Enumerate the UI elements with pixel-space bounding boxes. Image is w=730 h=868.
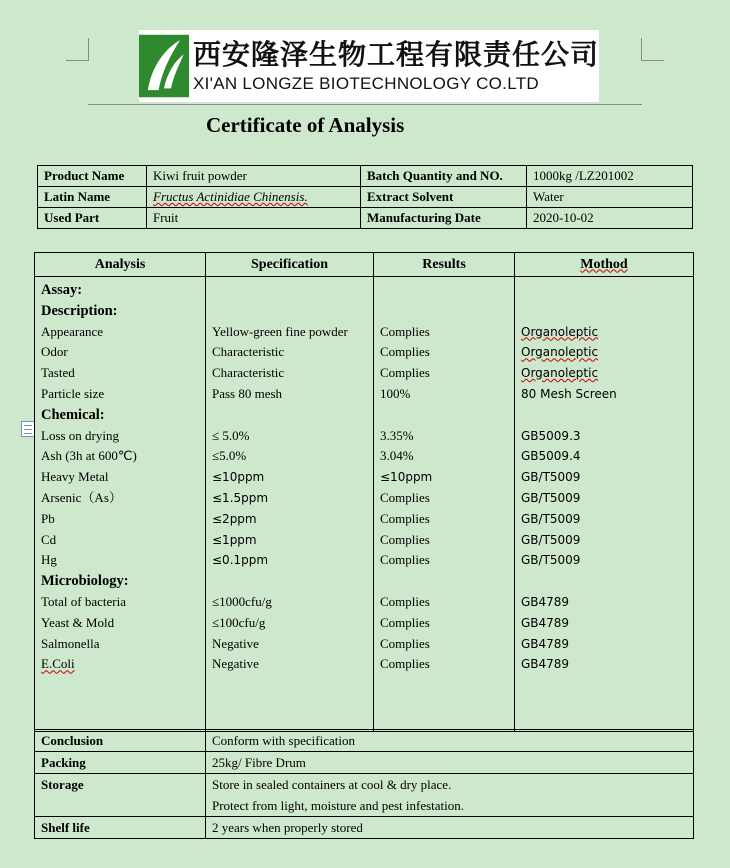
- cell-text: GB4789: [521, 615, 570, 630]
- analysis-cell: [212, 592, 367, 613]
- cell-text: ≤100cfu/g: [212, 614, 266, 630]
- analysis-cell: [521, 550, 687, 571]
- cell-text: Appearance: [41, 323, 104, 339]
- analysis-cell: [380, 509, 508, 530]
- analysis-cell: [380, 301, 508, 322]
- cell-text: Complies: [380, 323, 430, 339]
- analysis-cell: [212, 467, 367, 488]
- specification-column: [206, 277, 374, 732]
- product-info-table: [37, 165, 693, 229]
- analysis-cell: [521, 426, 687, 447]
- cell-text: Complies: [380, 489, 430, 505]
- analysis-cell: [212, 405, 367, 426]
- analysis-cell: [41, 592, 199, 613]
- company-name-cn: 西安隆泽生物工程有限责任公司: [192, 38, 599, 71]
- analysis-cell: [380, 384, 508, 405]
- analysis-cell: [41, 342, 199, 363]
- cell-text: GB5009.3: [521, 428, 581, 443]
- analysis-cell: [212, 613, 367, 634]
- section-heading: [41, 571, 199, 592]
- cell-text: Hg: [41, 552, 57, 568]
- cell-text: Odor: [41, 344, 68, 360]
- cell-text: Complies: [380, 552, 430, 568]
- cell-text: E.Coli: [41, 656, 75, 672]
- cell-text: Complies: [380, 344, 430, 360]
- cell-text: Complies: [380, 365, 430, 381]
- cell-text: Tasted: [41, 365, 75, 381]
- summary-table: [34, 729, 694, 839]
- analysis-cell: [521, 654, 687, 675]
- manufacturing-date-value: 2020-10-02: [527, 208, 693, 229]
- company-name-en: XI'AN LONGZE BIOTECHNOLOGY CO.LTD: [192, 74, 539, 93]
- latin-name-label: Latin Name: [38, 187, 147, 208]
- analysis-cell: [380, 280, 508, 301]
- analysis-cell: [521, 363, 687, 384]
- cell-text: ≤1.5ppm: [212, 490, 269, 505]
- analysis-cell: [212, 550, 367, 571]
- analysis-cell: [212, 322, 367, 343]
- analysis-cell: [41, 467, 199, 488]
- analysis-table: [34, 252, 694, 732]
- analysis-cell: [41, 654, 199, 675]
- cell-text: Characteristic: [212, 365, 285, 381]
- header-results: Results: [374, 253, 515, 277]
- analysis-cell: [380, 571, 508, 592]
- cell-text: Organoleptic: [521, 324, 599, 339]
- cell-text: Complies: [380, 656, 430, 672]
- cell-text: GB5009.4: [521, 449, 581, 464]
- cell-text: ≤5.0%: [212, 448, 247, 464]
- analysis-cell: [41, 488, 199, 509]
- results-column: [374, 277, 515, 732]
- page-corner-mark-right: [641, 38, 664, 61]
- analysis-cell: [212, 342, 367, 363]
- cell-text: Total of bacteria: [41, 593, 126, 609]
- cell-text: 100%: [380, 385, 411, 401]
- analysis-cell: [380, 613, 508, 634]
- analysis-cell: [521, 530, 687, 551]
- document-note-icon[interactable]: [21, 421, 35, 437]
- leaf-logo-icon: [139, 31, 189, 101]
- cell-text: GB/T5009: [521, 532, 581, 547]
- header-method: Mothod: [580, 256, 628, 272]
- analysis-cell: [212, 571, 367, 592]
- cell-text: Complies: [380, 635, 430, 651]
- packing-label: Packing: [35, 752, 206, 774]
- analysis-cell: [380, 592, 508, 613]
- analysis-cell: [521, 634, 687, 655]
- analysis-cell: [380, 322, 508, 343]
- cell-text: Pb: [41, 510, 55, 526]
- cell-text: Ash (3h at 600℃): [41, 448, 137, 464]
- analysis-cell: [41, 530, 199, 551]
- analysis-cell: [41, 509, 199, 530]
- cell-text: Organoleptic: [521, 345, 599, 360]
- cell-text: Cd: [41, 531, 57, 547]
- header-analysis: Analysis: [35, 253, 206, 277]
- cell-text: ≤ 5.0%: [212, 427, 250, 443]
- analysis-cell: [521, 342, 687, 363]
- cell-text: Loss on drying: [41, 427, 119, 443]
- analysis-cell: [521, 488, 687, 509]
- shelf-life-label: Shelf life: [35, 817, 206, 839]
- cell-text: ≤10ppm: [212, 470, 265, 485]
- cell-text: GB/T5009: [521, 490, 581, 505]
- analysis-cell: [212, 634, 367, 655]
- analysis-cell: [41, 363, 199, 384]
- analysis-cell: [41, 613, 199, 634]
- section-heading: [41, 280, 199, 301]
- cell-text: Chemical:: [41, 406, 105, 423]
- cell-text: ≤10ppm: [380, 470, 433, 485]
- analysis-cell: [521, 446, 687, 467]
- extract-solvent-value: Water: [527, 187, 693, 208]
- cell-text: Complies: [380, 593, 430, 609]
- cell-text: Microbiology:: [41, 573, 129, 590]
- analysis-cell: [380, 446, 508, 467]
- cell-text: Complies: [380, 531, 430, 547]
- document-title: Certificate of Analysis: [206, 113, 405, 137]
- section-heading: [41, 301, 199, 322]
- analysis-cell: [380, 488, 508, 509]
- analysis-cell: [380, 363, 508, 384]
- extract-solvent-label: Extract Solvent: [361, 187, 527, 208]
- cell-text: GB/T5009: [521, 470, 581, 485]
- analysis-cell: [521, 405, 687, 426]
- analysis-cell: [380, 426, 508, 447]
- storage-value-line-2: Protect from light, moisture and pest infestation.: [212, 798, 465, 813]
- analysis-column: [35, 277, 206, 732]
- conclusion-label: Conclusion: [35, 730, 206, 752]
- header-rule: [88, 104, 642, 105]
- analysis-cell: [212, 509, 367, 530]
- analysis-cell: [380, 467, 508, 488]
- cell-text: Salmonella: [41, 635, 100, 651]
- analysis-cell: [41, 634, 199, 655]
- analysis-cell: [212, 488, 367, 509]
- analysis-cell: [380, 530, 508, 551]
- analysis-cell: [521, 613, 687, 634]
- analysis-cell: [521, 280, 687, 301]
- company-logo: [139, 30, 599, 102]
- batch-label: Batch Quantity and NO.: [361, 166, 527, 187]
- analysis-cell: [521, 467, 687, 488]
- cell-text: Organoleptic: [521, 366, 599, 381]
- product-name-value: Kiwi fruit powder: [147, 166, 361, 187]
- analysis-cell: [380, 634, 508, 655]
- cell-text: ≤2ppm: [212, 511, 257, 526]
- product-name-label: Product Name: [38, 166, 147, 187]
- packing-value: 25kg/ Fibre Drum: [206, 752, 694, 774]
- analysis-cell: [380, 342, 508, 363]
- used-part-label: Used Part: [38, 208, 147, 229]
- analysis-cell: [41, 322, 199, 343]
- storage-value-line-1: Store in sealed containers at cool & dry place.: [212, 777, 452, 792]
- page-corner-mark-left: [66, 38, 89, 61]
- method-column: [515, 277, 694, 732]
- cell-text: Description:: [41, 302, 118, 319]
- analysis-cell: [41, 446, 199, 467]
- analysis-cell: [380, 405, 508, 426]
- cell-text: GB4789: [521, 594, 570, 609]
- cell-text: GB4789: [521, 636, 570, 651]
- cell-text: Complies: [380, 614, 430, 630]
- cell-text: Heavy Metal: [41, 469, 109, 485]
- cell-text: 80 Mesh Screen: [521, 386, 617, 401]
- shelf-life-value: 2 years when properly stored: [206, 817, 694, 839]
- batch-value: 1000kg /LZ201002: [527, 166, 693, 187]
- analysis-cell: [41, 426, 199, 447]
- analysis-cell: [41, 550, 199, 571]
- cell-text: Pass 80 mesh: [212, 385, 283, 401]
- cell-text: Characteristic: [212, 344, 285, 360]
- analysis-cell: [521, 571, 687, 592]
- analysis-cell: [212, 446, 367, 467]
- cell-text: 3.04%: [380, 448, 414, 464]
- cell-text: GB/T5009: [521, 553, 581, 568]
- analysis-cell: [212, 280, 367, 301]
- analysis-cell: [521, 592, 687, 613]
- analysis-cell: [521, 322, 687, 343]
- section-heading: [41, 405, 199, 426]
- analysis-cell: [212, 426, 367, 447]
- cell-text: Negative: [212, 656, 259, 672]
- header-specification: Specification: [206, 253, 374, 277]
- storage-label: Storage: [35, 774, 206, 817]
- analysis-cell: [212, 530, 367, 551]
- cell-text: Particle size: [41, 385, 105, 401]
- cell-text: GB4789: [521, 657, 570, 672]
- analysis-cell: [380, 654, 508, 675]
- analysis-cell: [212, 654, 367, 675]
- analysis-cell: [521, 509, 687, 530]
- analysis-cell: [212, 384, 367, 405]
- analysis-cell: [41, 384, 199, 405]
- cell-text: Yellow-green fine powder: [212, 323, 348, 339]
- manufacturing-date-label: Manufacturing Date: [361, 208, 527, 229]
- cell-text: ≤1ppm: [212, 532, 257, 547]
- cell-text: Complies: [380, 510, 430, 526]
- used-part-value: Fruit: [147, 208, 361, 229]
- cell-text: Arsenic（As）: [41, 489, 122, 505]
- cell-text: GB/T5009: [521, 511, 581, 526]
- latin-name-value: Fructus Actinidiae Chinensis.: [153, 189, 308, 204]
- cell-text: 3.35%: [380, 427, 414, 443]
- analysis-cell: [380, 550, 508, 571]
- analysis-cell: [521, 384, 687, 405]
- cell-text: Negative: [212, 635, 259, 651]
- analysis-cell: [212, 363, 367, 384]
- cell-text: ≤1000cfu/g: [212, 593, 272, 609]
- analysis-cell: [212, 301, 367, 322]
- cell-text: ≤0.1ppm: [212, 553, 269, 568]
- cell-text: Yeast & Mold: [41, 614, 115, 630]
- cell-text: Assay:: [41, 282, 83, 298]
- analysis-cell: [521, 301, 687, 322]
- conclusion-value: Conform with specification: [206, 730, 694, 752]
